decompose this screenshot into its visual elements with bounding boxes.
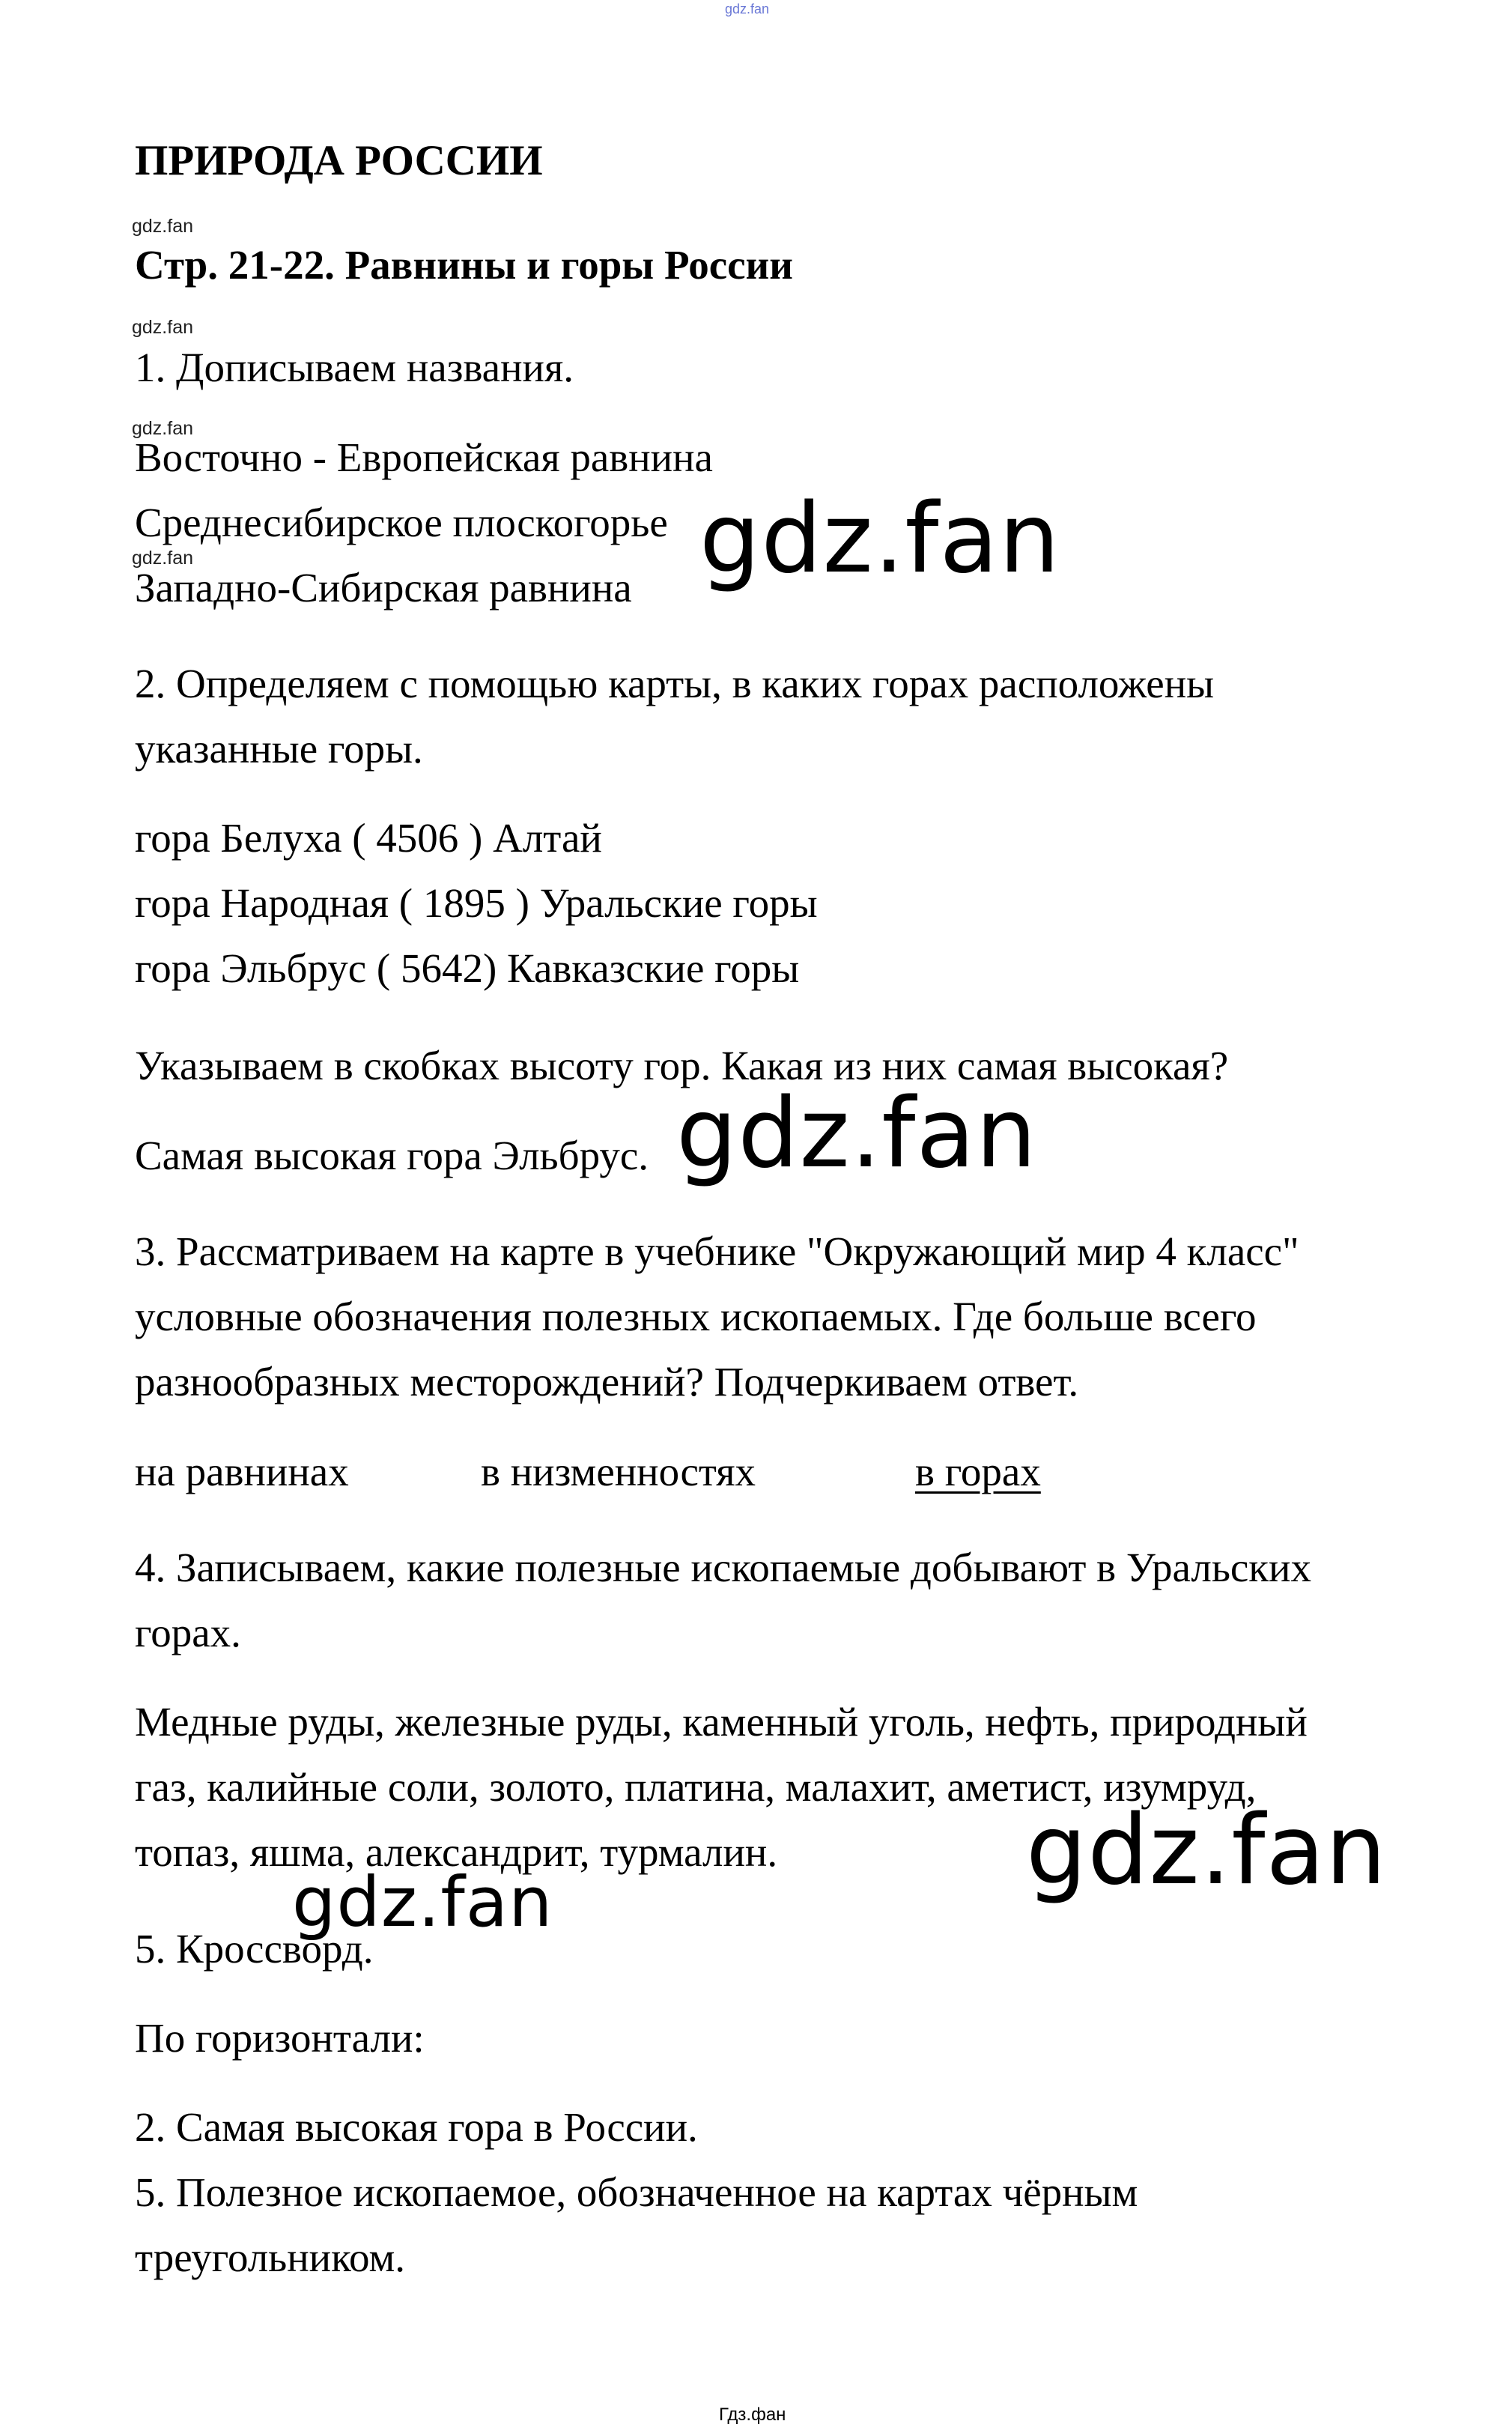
task4-heading: 4. Записываем, какие полезные ископаемые добывают в Уральских <box>135 1545 1311 1590</box>
task2-question: Указываем в скобках высоту гор. Какая из них самая высокая? <box>135 1043 1229 1088</box>
task5-heading: 5. Кроссворд. <box>135 1926 374 1972</box>
watermark-large: gdz.fan <box>676 1078 1037 1190</box>
task1-heading: 1. Дописываем названия. <box>135 345 574 390</box>
task2-answer: гора Народная ( 1895 ) Уральские горы <box>135 880 818 926</box>
page-title: ПРИРОДА РОССИИ <box>135 137 543 184</box>
task5-horizontal-label: По горизонтали: <box>135 2015 425 2061</box>
task4-answer: газ, калийные соли, золото, платина, малахит, аметист, изумруд, <box>135 1764 1257 1810</box>
task3-option: в низменностях <box>481 1449 756 1494</box>
task1-answer: Западно-Сибирская равнина <box>135 565 632 610</box>
task5-item: треугольником. <box>135 2234 406 2280</box>
task2-heading: 2. Определяем с помощью карты, в каких горах расположены <box>135 661 1215 706</box>
task4-heading: горах. <box>135 1610 241 1655</box>
footer-watermark: Гдз.фан <box>719 2405 786 2425</box>
task3-option: на равнинах <box>135 1449 349 1494</box>
watermark-large: gdz.fan <box>699 483 1060 595</box>
task1-answer: Восточно - Европейская равнина <box>135 434 713 480</box>
task2-answer-final: Самая высокая гора Эльбрус. <box>135 1133 649 1178</box>
watermark-large: gdz.fan <box>1026 1795 1387 1906</box>
watermark-medium: gdz.fan <box>292 1862 553 1942</box>
small-watermark: gdz.fan <box>132 216 194 237</box>
small-watermark: gdz.fan <box>132 317 194 338</box>
task3-option-underlined: в горах <box>915 1449 1041 1494</box>
task3-heading: 3. Рассматриваем на карте в учебнике "Окружающий мир 4 класс" <box>135 1228 1299 1274</box>
task4-answer: Медные руды, железные руды, каменный уголь, нефть, природный <box>135 1699 1308 1745</box>
task1-answer: Среднесибирское плоскогорье <box>135 500 668 545</box>
task3-heading: разнообразных месторождений? Подчеркиваем ответ. <box>135 1359 1079 1405</box>
task5-item: 5. Полезное ископаемое, обозначенное на картах чёрным <box>135 2169 1138 2215</box>
page-subtitle: Стр. 21-22. Равнины и горы России <box>135 242 793 288</box>
top-watermark: gdz.fan <box>725 1 770 16</box>
task4-answer: топаз, яшма, александрит, турмалин. <box>135 1829 778 1875</box>
small-watermark: gdz.fan <box>132 418 194 439</box>
task2-answer: гора Эльбрус ( 5642) Кавказские горы <box>135 945 800 991</box>
task5-item: 2. Самая высокая гора в России. <box>135 2104 698 2150</box>
task3-heading: условные обозначения полезных ископаемых. Где больше всего <box>135 1294 1257 1339</box>
task2-answer: гора Белуха ( 4506 ) Алтай <box>135 815 602 861</box>
task2-heading: указанные горы. <box>135 726 423 772</box>
small-watermark: gdz.fan <box>132 548 194 569</box>
